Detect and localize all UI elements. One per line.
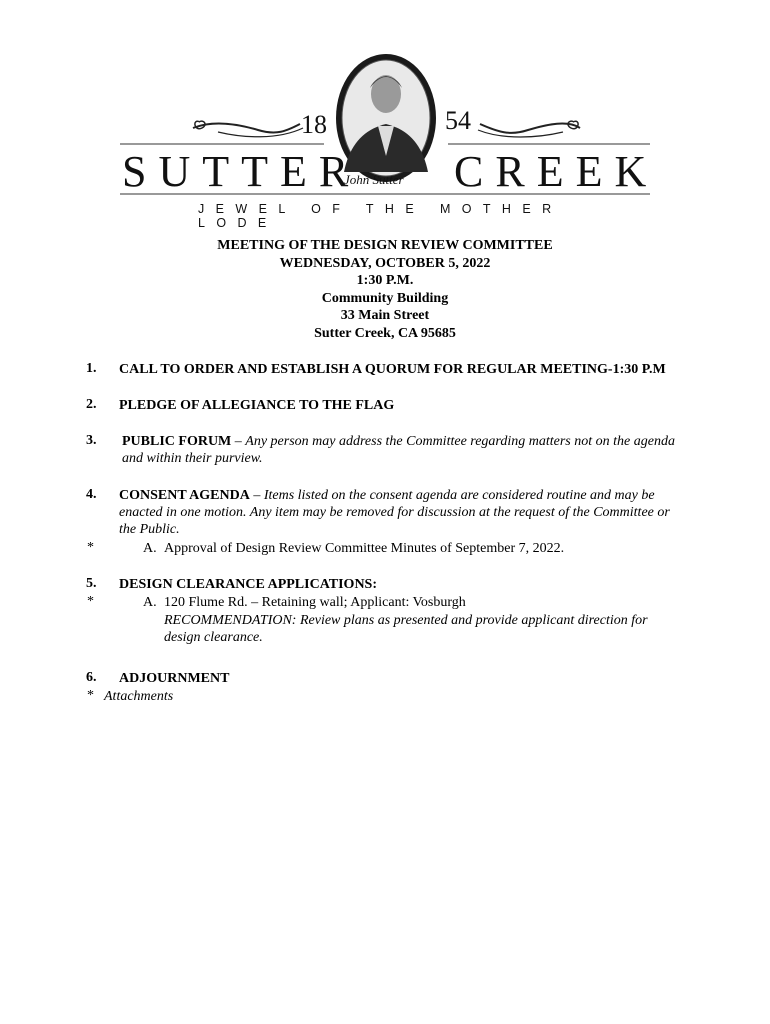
item-4a-text: Approval of Design Review Committee Minutes of September 7, 2022. xyxy=(164,541,565,556)
item-3-title: PUBLIC FORUM xyxy=(122,434,232,449)
item-4-desc-line2: enacted in one motion. Any item may be removed for discussion at the request of the Committee or xyxy=(119,505,670,520)
item-4-desc-line1: Items listed on the consent agenda are considered routine and may be xyxy=(263,488,655,503)
item-6-number: 6. xyxy=(86,670,97,685)
item-1-title: CALL TO ORDER AND ESTABLISH A QUORUM FOR REGULAR MEETING-1:30 P.M xyxy=(119,362,666,377)
heading-venue: Community Building xyxy=(321,291,449,306)
item-1-number: 1. xyxy=(86,361,97,376)
footnote-marker: * xyxy=(87,688,94,703)
heading-city: Sutter Creek, CA 95685 xyxy=(314,326,456,341)
item-4-dash: – xyxy=(249,488,264,503)
heading-street: 33 Main Street xyxy=(340,308,430,323)
item-4-number: 4. xyxy=(86,487,97,502)
sutter-creek-logo xyxy=(118,50,659,230)
tagline: JEWEL OF THE MOTHER LODE xyxy=(198,202,563,230)
item-5a-recommendation-line1: RECOMMENDATION: Review plans as presented and provide applicant direction for xyxy=(164,613,648,628)
item-3-number: 3. xyxy=(86,433,97,448)
item-5a-letter: A. xyxy=(143,595,157,610)
item-2-title: PLEDGE OF ALLEGIANCE TO THE FLAG xyxy=(119,398,395,413)
item-5a-attachment-marker: * xyxy=(87,594,94,609)
wordmark-left: SUTTER xyxy=(122,147,361,196)
heading-title: MEETING OF THE DESIGN REVIEW COMMITTEE xyxy=(217,238,553,253)
item-2 xyxy=(119,397,729,414)
heading-time: 1:30 P.M. xyxy=(356,273,414,288)
item-5a-text: 120 Flume Rd. – Retaining wall; Applicant: Vosburgh xyxy=(164,595,466,610)
item-3-dash: – xyxy=(231,434,246,449)
item-3 xyxy=(122,433,732,467)
year-right: 54 xyxy=(445,106,471,135)
item-5a-recommendation-line2: design clearance. xyxy=(164,630,263,645)
item-3-desc-line1: Any person may address the Committee regarding matters not on the agenda xyxy=(245,434,675,449)
item-5 xyxy=(119,576,729,593)
item-1 xyxy=(119,361,729,378)
heading-date: WEDNESDAY, OCTOBER 5, 2022 xyxy=(279,256,491,271)
item-4-desc-line3: the Public. xyxy=(119,522,180,537)
item-6-title: ADJOURNMENT xyxy=(119,671,230,686)
wordmark-right: CREEK xyxy=(454,147,659,196)
item-5-title: DESIGN CLEARANCE APPLICATIONS: xyxy=(119,577,378,592)
year-left: 18 xyxy=(301,110,327,139)
footnote-text: Attachments xyxy=(104,689,174,704)
item-4a-attachment-marker: * xyxy=(87,540,94,555)
item-6 xyxy=(119,670,729,687)
item-2-number: 2. xyxy=(86,397,97,412)
signature: John Sutter xyxy=(344,172,404,187)
item-4a-letter: A. xyxy=(143,541,157,556)
item-4-title: CONSENT AGENDA xyxy=(119,488,250,503)
item-4 xyxy=(119,487,729,538)
item-5-number: 5. xyxy=(86,576,97,591)
item-5a-recommendation xyxy=(164,612,648,646)
item-3-desc-line2: and within their purview. xyxy=(122,451,263,466)
